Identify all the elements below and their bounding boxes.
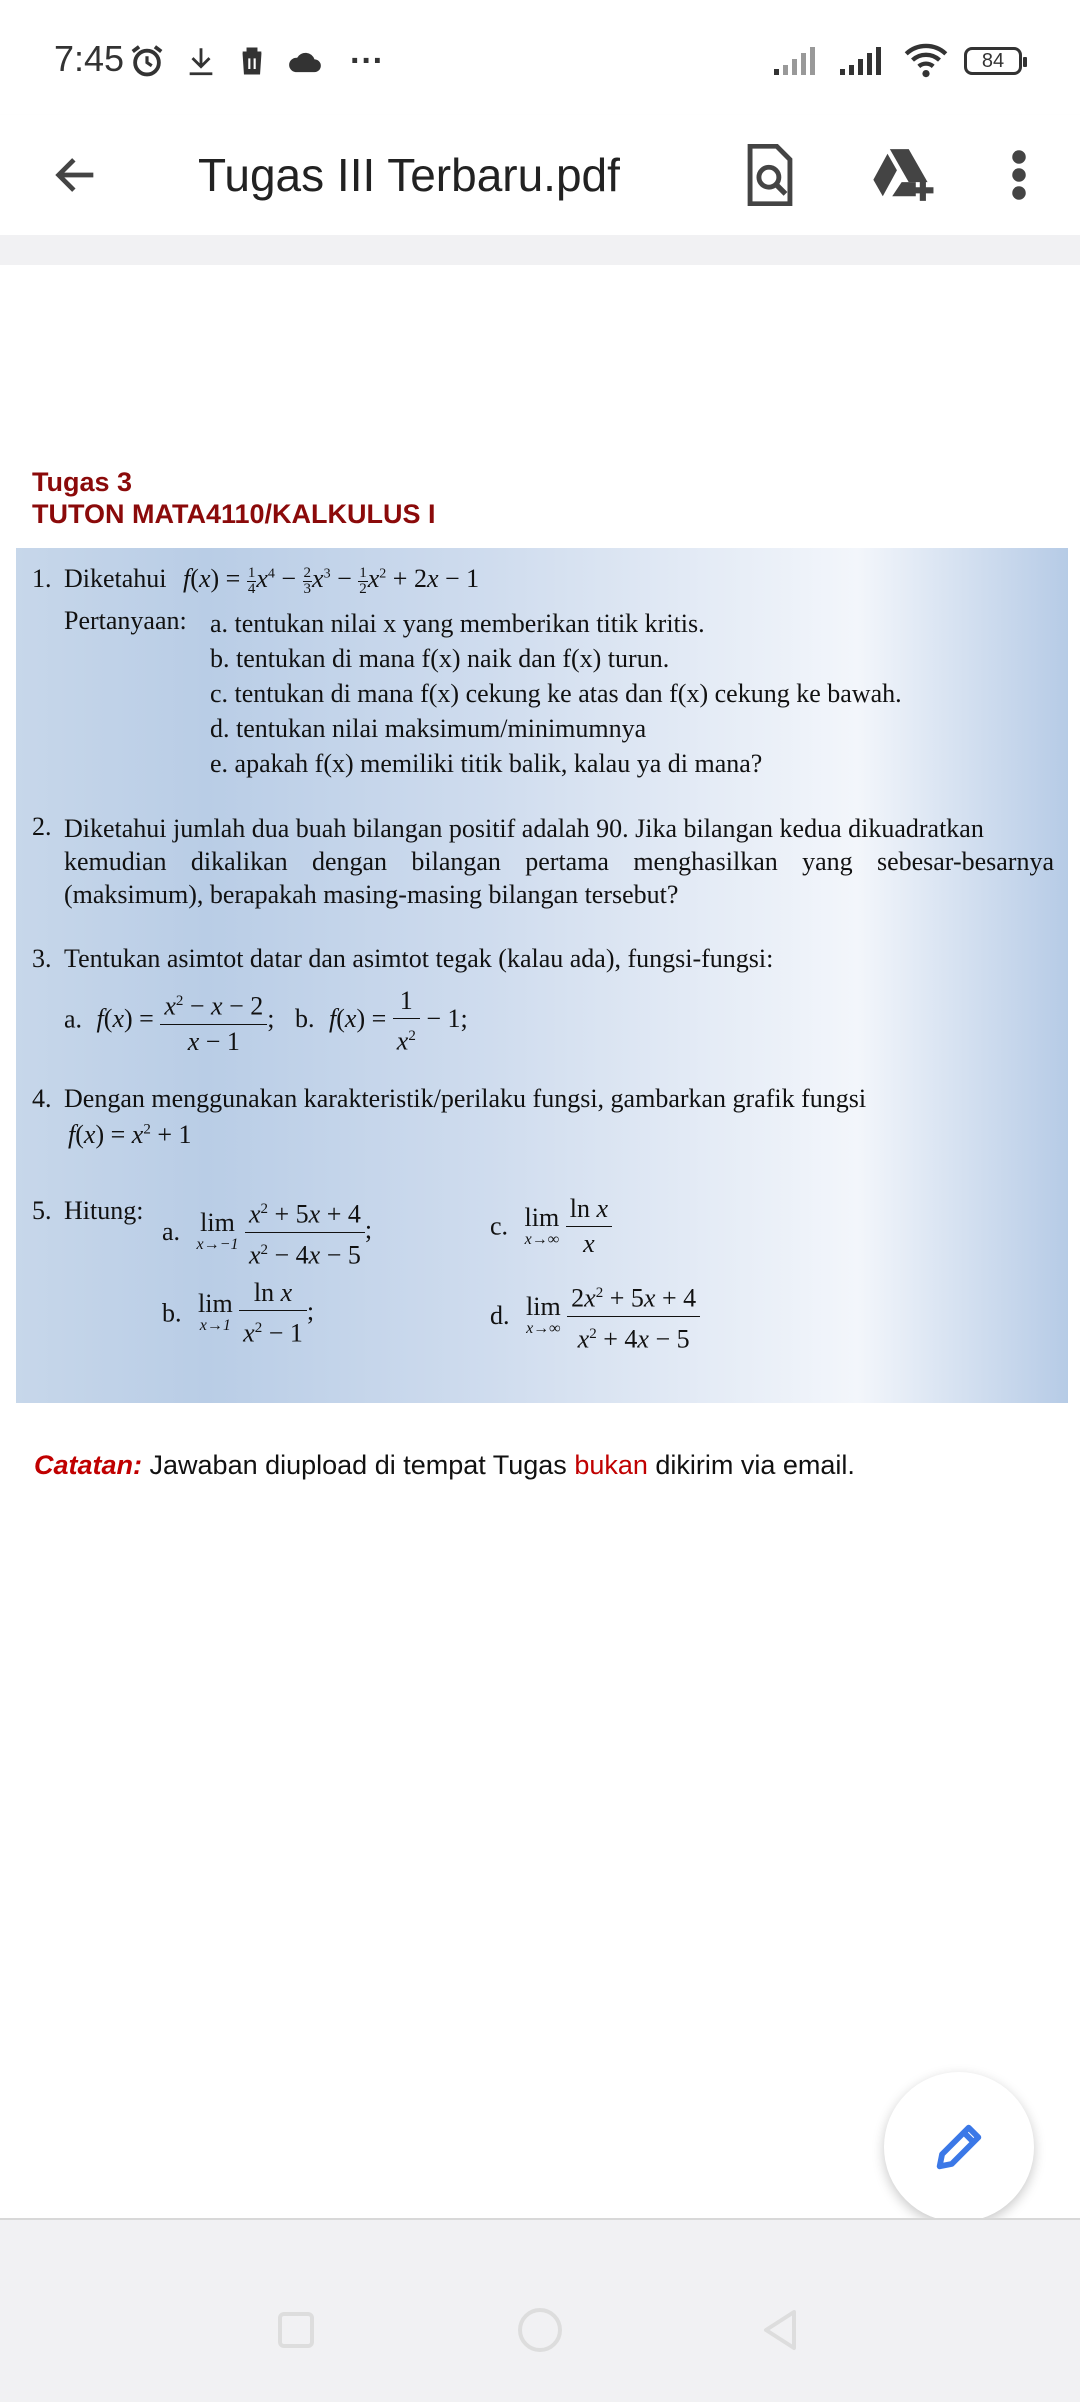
q5-d-label: d.: [490, 1301, 510, 1331]
q5-a: a. lim x→−1 $\frac{x^2 + 5x + 4}{x^2 - 4x - 5}$ ;: [162, 1192, 372, 1272]
q1-item-d: d. tentukan nilai maksimum/minimumnya: [210, 714, 647, 743]
clock: 7:45: [54, 38, 125, 79]
q3-number: 3.: [32, 944, 52, 973]
q1-intro: Diketahui: [64, 564, 167, 593]
pencil-icon: [930, 2118, 988, 2176]
edit-fab-button[interactable]: [884, 2072, 1034, 2222]
q5-label: Hitung:: [64, 1196, 144, 1225]
question-1: [32, 564, 479, 597]
q3-b-function: f(x) = $\frac{1}{x^2}$ − 1;: [329, 986, 468, 1056]
more-vert-icon: [1009, 148, 1029, 202]
alarm-icon: [128, 42, 166, 80]
q5-b-label: b.: [162, 1298, 182, 1328]
q2-line-2: kemudian dikalikan dengan bilangan pertama menghasilkan yang sebesar-besarnya: [64, 847, 1054, 876]
recents-button[interactable]: [276, 2310, 316, 2355]
note-line: [34, 1450, 855, 1481]
question-2: [64, 812, 1054, 911]
square-icon: [276, 2310, 316, 2350]
q3-b-label: b.: [295, 1004, 315, 1034]
q4-text: Dengan menggunakan karakteristik/perilaku fungsi, gambarkan grafik fungsi: [64, 1084, 867, 1113]
q1-item-c: c. tentukan di mana f(x) cekung ke atas dan f(x) cekung ke bawah.: [210, 679, 902, 708]
system-icons: [772, 38, 1022, 84]
heading-line-2: TUTON MATA4110/KALKULUS I: [32, 499, 436, 529]
triangle-back-icon: [760, 2308, 800, 2352]
download-icon: [184, 44, 218, 78]
home-button[interactable]: [516, 2306, 564, 2359]
q1-ask-label: Pertanyaan:: [64, 606, 187, 635]
q3-a-label: a.: [64, 1004, 83, 1034]
circle-icon: [516, 2306, 564, 2354]
q3-functions: [64, 984, 468, 1059]
note-highlight: bukan: [574, 1450, 648, 1480]
q1-number: 1.: [32, 564, 52, 593]
status-bar: [0, 0, 1080, 115]
note-label: Catatan:: [34, 1450, 143, 1480]
questions-box: [16, 548, 1068, 1403]
q1-items: [210, 606, 902, 781]
app-bar: [0, 115, 1080, 235]
arrow-left-icon: [50, 149, 102, 201]
document-title: Tugas III Terbaru.pdf: [198, 149, 620, 201]
q1-item-b: b. tentukan di mana f(x) naik dan f(x) turun.: [210, 644, 670, 673]
q1-item-e: e. apakah f(x) memiliki titik balik, kalau ya di mana?: [210, 749, 763, 778]
document-search-icon: [743, 144, 797, 206]
question-5-label: [32, 1196, 143, 1226]
back-button[interactable]: [36, 135, 116, 215]
q2-line-1: Diketahui jumlah dua buah bilangan positif adalah 90. Jika bilangan kedua dikuadratkan: [64, 814, 984, 843]
heading-line-1: Tugas 3: [32, 467, 133, 497]
find-in-document-button[interactable]: [730, 135, 810, 215]
q5-d: d. lim x→∞ $\frac{2x^2 + 5x + 4}{x^2 + 4x - 5}$: [490, 1276, 700, 1356]
question-4: [32, 1084, 866, 1114]
cloud-icon: [286, 46, 324, 76]
page-gap: [0, 235, 1080, 265]
navigation-bar: [0, 2218, 1080, 2402]
more-options-button[interactable]: [979, 135, 1059, 215]
notification-icons: [128, 38, 384, 84]
q1-function: f(x) = $\frac{1}{4}$ $x^4$ − $\frac{2}{3}$ $x^3$ − $\frac{1}{2}$ $x^2 + 2x - 1$: [183, 564, 480, 597]
q4-number: 4.: [32, 1084, 52, 1113]
more-notifications-icon: ···: [350, 41, 384, 80]
q5-c-label: c.: [490, 1211, 509, 1241]
drive-add-icon: [871, 146, 937, 204]
add-to-drive-button[interactable]: [864, 135, 944, 215]
q2-line-3: (maksimum), berapakah masing-masing bilangan tersebut?: [64, 880, 679, 909]
signal-icon-1: [772, 45, 822, 77]
q2-number: 2.: [32, 812, 52, 841]
wifi-icon: [904, 43, 948, 79]
q3-text: Tentukan asimtot datar dan asimtot tegak (kalau ada), fungsi-fungsi:: [64, 944, 774, 973]
document-heading: [32, 466, 436, 530]
note-text-1: Jawaban diupload di tempat Tugas: [142, 1450, 575, 1480]
question-3: [32, 944, 773, 974]
q1-item-a: a. tentukan nilai x yang memberikan titik kritis.: [210, 609, 705, 638]
q4-function: $f(x) = x^2 + 1$: [68, 1120, 192, 1149]
trash-icon: [236, 44, 268, 78]
q5-a-label: a.: [162, 1217, 181, 1247]
back-nav-button[interactable]: [760, 2308, 800, 2357]
q5-c: c. lim x→∞ $\frac{\text{ln x}}{x}$: [490, 1192, 612, 1261]
q5-number: 5.: [32, 1196, 52, 1225]
signal-icon-2: [838, 45, 888, 77]
q5-b: b. lim x→1 $\frac{\text{ln x}}{x^2 - 1}$ ;: [162, 1278, 315, 1348]
battery-icon: 84: [964, 47, 1022, 75]
q3-a-function: f(x) = $\frac{x^2 - x - 2}{x - 1}$ ;: [97, 1004, 281, 1033]
note-text-2: dikirim via email.: [647, 1450, 855, 1480]
